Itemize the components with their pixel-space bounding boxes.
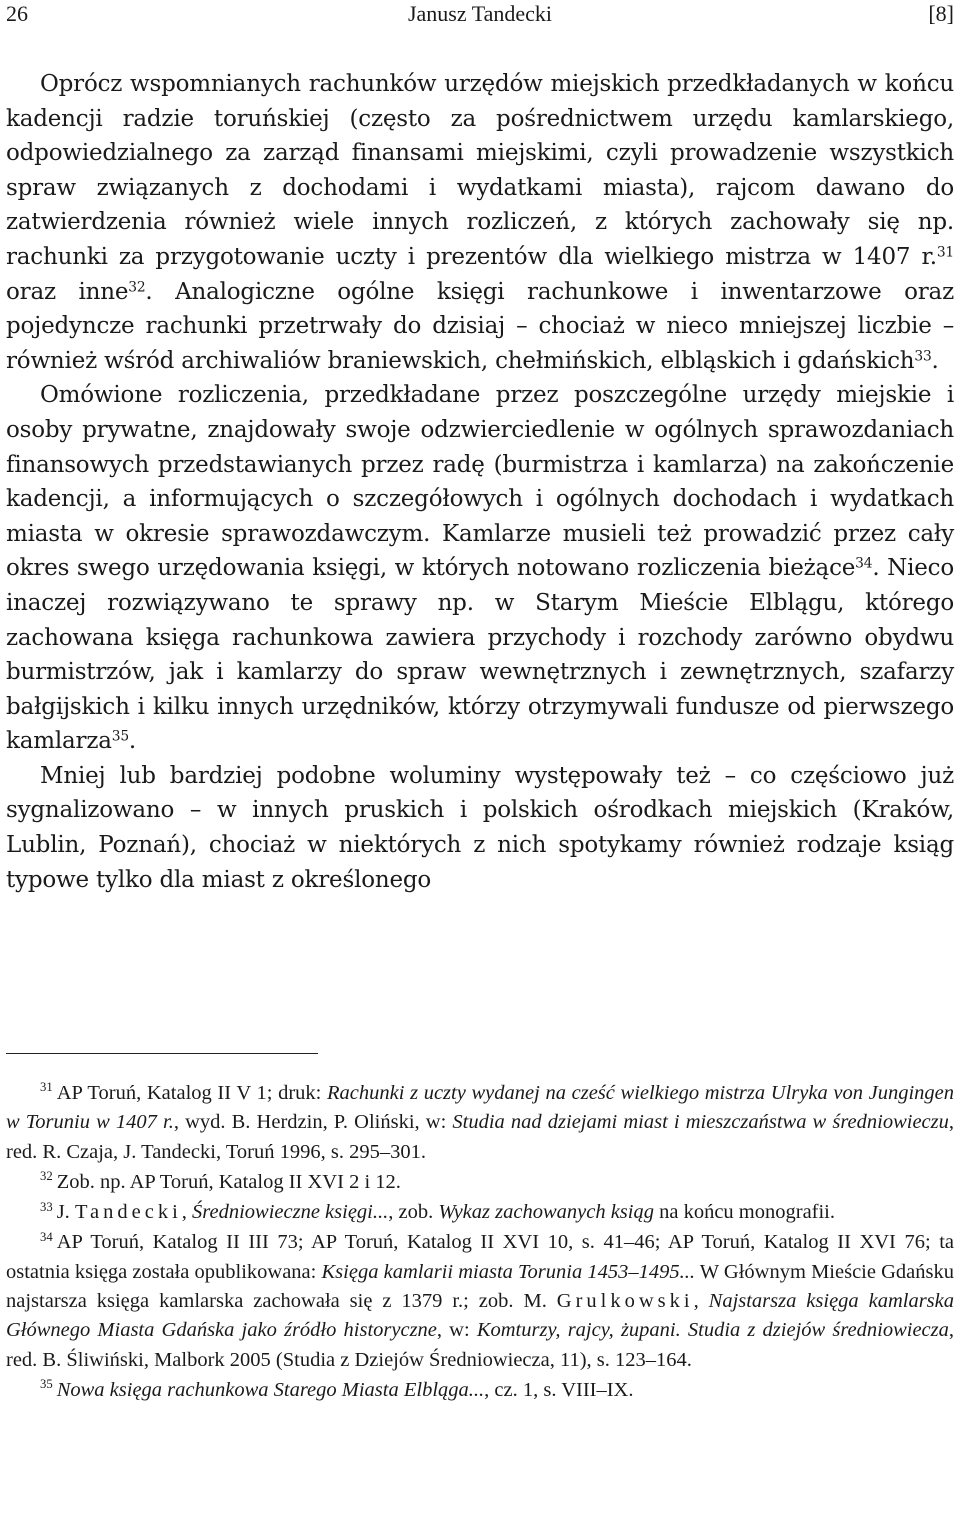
paragraph-1-text-4: . xyxy=(931,347,939,374)
footnote-title: Najstarsza księga kamlarska Głównego Miasta Gdańska jako źródło historyczne xyxy=(6,1290,955,1342)
footnote-number: 33 xyxy=(40,1199,53,1214)
footnote-text: , red. R. Czaja, J. Tandecki, Toruń 1996, s. 295–301. xyxy=(6,1111,955,1163)
paragraph-1-text-1: Oprócz wspomnianych rachunków urzędów miejskich przedkładanych w końcu kadencji radzie toruńskiej (często za pośrednictwem urzędu kamlarskiego, odpowiedzialnego za zarząd finansami miejskimi, czyli prowadzenie wszystkich spraw związanych z dochodami i wydatkami miasta), rajcom dawano do zatwierdzenia również wiele innych rozliczeń, z których zachowały się np. rachunki za przygotowanie uczty i prezentów dla wielkiego mistrza w 1407 r. xyxy=(6,71,954,270)
footnote-text: AP Toruń, Katalog II V 1; druk: xyxy=(56,1082,327,1104)
footnote-35 xyxy=(6,1376,954,1405)
footnote-author: Tandecki xyxy=(74,1201,182,1224)
footnote-title: Średniowieczne księgi... xyxy=(192,1201,389,1224)
footnote-33 xyxy=(6,1198,954,1227)
paragraph-1 xyxy=(6,67,954,378)
footnote-ref-35[interactable]: 35 xyxy=(111,728,129,745)
footnote-34 xyxy=(6,1228,954,1374)
running-header xyxy=(6,0,954,28)
footnote-text: , cz. 1, s. VIII–IX. xyxy=(484,1378,634,1401)
paragraph-1-text-3: . Analogiczne ogólne księgi rachunkowe i inwentarzowe oraz pojedyncze rachunki przetrwały do dzisiaj – chociaż w nieco mniejszej liczbie – również wśród archiwaliów braniewskich, chełmińskich, elbląskich i gdańskich xyxy=(6,278,954,374)
footnote-author: Grulkowski xyxy=(556,1290,694,1313)
footnote-number: 35 xyxy=(40,1377,53,1392)
paragraph-2 xyxy=(6,378,954,759)
footnote-title: Nowa księga rachunkowa Starego Miasta Elbląga... xyxy=(56,1378,485,1401)
header-section-number: [8] xyxy=(928,1,954,26)
footnote-ref-31[interactable]: 31 xyxy=(936,244,954,261)
footnote-title: Rachunki z uczty wydanej na cześć wielkiego mistrza Ulryka von Jungingen w Toruniu w 1407 r. xyxy=(6,1082,954,1134)
paragraph-2-text-3: . xyxy=(128,728,137,755)
paragraph-2-text-2: . Nieco inaczej rozwiązywano te sprawy np. w Starym Mieście Elblągu, którego zachowana księga rachunkowa zawiera przychody i rozchody zarówno obydwu burmistrzów, jak i kamlarzy do spraw wewnętrznych i zewnętrznych, szafarzy bałgijskich i kilku innych urzędników, którzy otrzymywali fundusze od pierwszego kamlarza xyxy=(6,555,954,755)
footnote-text: , red. B. Śliwiński, Malbork 2005 (Studia z Dziejów Średniowiecza, 11), s. 123–164. xyxy=(6,1319,955,1371)
paragraph-2-text-1: Omówione rozliczenia, przedkładane przez poszczególne urzędy miejskie i osoby prywatne, znajdowały swoje odzwierciedlenie w ogólnych sprawozdaniach finansowych przedstawianych przez radę (burmistrza i kamlarza) na zakończenie kadencji, a informujących o szczegółowych i ogólnych dochodach i wydatkach miasta w okresie sprawozdawczym. Kamlarze musieli też prowadzić przez cały okres swego urzędowania księgi, w których notowano rozliczenia bieżące xyxy=(6,382,954,582)
footnote-number: 31 xyxy=(40,1080,53,1095)
page-number: 26 xyxy=(6,1,28,26)
footnote-ref-34[interactable]: 34 xyxy=(855,555,873,572)
footnote-title: Wykaz zachowanych ksiąg xyxy=(438,1201,654,1224)
footnote-32 xyxy=(6,1168,954,1197)
footnote-number: 32 xyxy=(40,1169,53,1184)
footnote-text: J. xyxy=(56,1201,75,1224)
footnote-ref-33[interactable]: 33 xyxy=(914,348,932,365)
footnote-text: Zob. np. AP Toruń, Katalog II XVI 2 i 12. xyxy=(56,1170,401,1193)
footnote-text: , wyd. B. Herdzin, P. Oliński, w: xyxy=(173,1111,453,1134)
header-author: Janusz Tandecki xyxy=(407,1,553,26)
footnote-title: Komturzy, rajcy, żupani. Studia z dziejów średniowiecza xyxy=(476,1319,949,1342)
footnote-title: Księga kamlarii miasta Torunia 1453–1495... xyxy=(321,1260,696,1283)
footnote-number: 34 xyxy=(40,1229,53,1244)
footnote-text: AP Toruń, Katalog II III 73; AP Toruń, Katalog II XVI 10, s. 41–46; AP Toruń, Katalog II XVI 76; ta ostatnia księga została opublikowana: xyxy=(6,1231,954,1283)
footnotes xyxy=(6,1079,954,1405)
footnote-separator xyxy=(6,1053,318,1054)
footnote-text: , w: xyxy=(436,1319,477,1342)
footnote-title: Studia nad dziejami miast i mieszczaństwa w średniowieczu xyxy=(452,1111,949,1134)
body-text xyxy=(6,67,954,897)
footnote-text: , zob. xyxy=(388,1201,439,1224)
paragraph-3 xyxy=(6,759,954,897)
footnote-31 xyxy=(6,1079,954,1167)
footnote-text: , xyxy=(181,1201,193,1224)
footnote-text: , xyxy=(693,1290,709,1313)
paragraph-1-text-2: oraz inne xyxy=(6,278,129,305)
paragraph-3-text-1: Mniej lub bardziej podobne woluminy występowały też – co częściowo już sygnalizowano – w innych pruskich i polskich ośrodkach miejskich (Kraków, Lublin, Poznań), chociaż w niektórych z nich spotykamy również rodzaje ksiąg typowe tylko dla miast z określonego xyxy=(6,762,954,893)
footnote-text: na końcu monografii. xyxy=(653,1201,836,1224)
footnote-ref-32[interactable]: 32 xyxy=(128,278,146,295)
footnote-text: W Głównym Mieście Gdańsku najstarsza księga kamlarska zachowała się z 1379 r.; zob. M. xyxy=(6,1260,955,1313)
